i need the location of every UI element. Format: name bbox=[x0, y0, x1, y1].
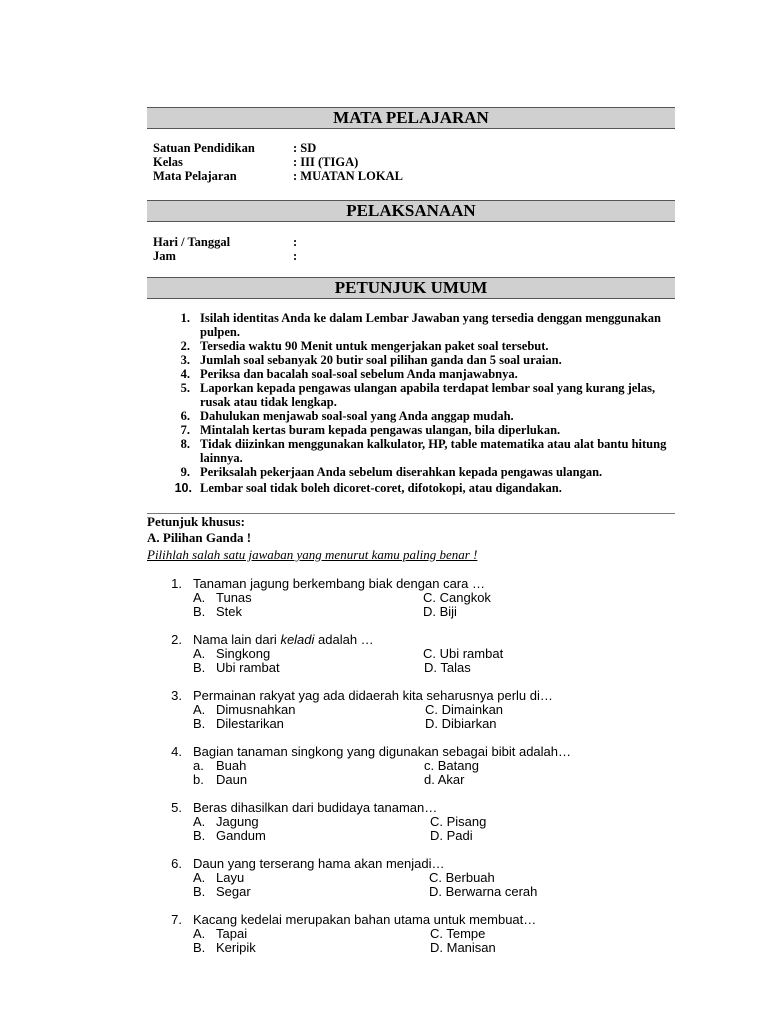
option-text: Gandum bbox=[216, 828, 266, 843]
item-number: 4. bbox=[180, 367, 190, 381]
question-number: 3. bbox=[171, 688, 182, 703]
question bbox=[168, 577, 628, 619]
question-number: 4. bbox=[171, 744, 182, 759]
option-text: Stek bbox=[216, 604, 243, 619]
section-instruction: Pilihlah salah satu jawaban yang menurut kamu paling benar ! bbox=[147, 547, 478, 562]
option-letter: A. bbox=[193, 870, 206, 885]
option-c: C. Pisang bbox=[430, 814, 487, 829]
option-letter: B. bbox=[193, 884, 206, 899]
question bbox=[168, 801, 628, 843]
option-b bbox=[193, 605, 242, 619]
option-letter: B. bbox=[193, 828, 206, 843]
option-text: Jagung bbox=[216, 814, 259, 829]
option-text: Tunas bbox=[216, 590, 252, 605]
option-d: d. Akar bbox=[424, 772, 465, 787]
option-c: C. Cangkok bbox=[423, 590, 491, 605]
option-c: C. Berbuah bbox=[429, 870, 495, 885]
option-text: Segar bbox=[216, 884, 251, 899]
question-number: 6. bbox=[171, 856, 182, 871]
info-label: Mata Pelajaran bbox=[153, 169, 237, 183]
special-instructions bbox=[147, 514, 477, 564]
info-row-time bbox=[153, 249, 297, 263]
question-stem bbox=[168, 745, 628, 759]
info-row-school bbox=[153, 141, 403, 155]
question-stem bbox=[168, 913, 628, 927]
option-text: Tapai bbox=[216, 926, 248, 941]
option-a bbox=[193, 647, 270, 661]
question-number: 7. bbox=[171, 912, 182, 927]
option-letter: A. bbox=[193, 814, 206, 829]
section-heading: A. Pilihan Ganda ! bbox=[147, 530, 252, 545]
question-text: Permainan rakyat yag ada didaerah kita seharusnya perlu di… bbox=[193, 688, 553, 703]
option-letter: b. bbox=[193, 772, 204, 787]
option-c: C. Dimainkan bbox=[425, 702, 504, 717]
list-item bbox=[172, 311, 672, 339]
question-stem bbox=[168, 801, 628, 815]
list-item bbox=[172, 481, 672, 495]
option-text: Daun bbox=[216, 772, 248, 787]
question bbox=[168, 689, 628, 731]
item-text: Jumlah soal sebanyak 20 butir soal pilihan ganda dan 5 soal uraian. bbox=[200, 353, 562, 367]
item-text: Lembar soal tidak boleh dicoret-coret, difotokopi, atau digandakan. bbox=[200, 481, 562, 495]
option-d: D. Manisan bbox=[430, 940, 496, 955]
option-letter: a. bbox=[193, 758, 204, 773]
item-number: 6. bbox=[180, 409, 190, 423]
item-number: 3. bbox=[180, 353, 190, 367]
question-options bbox=[168, 703, 628, 731]
item-text: Dahulukan menjawab soal-soal yang Anda anggap mudah. bbox=[200, 409, 514, 423]
option-d: D. Dibiarkan bbox=[425, 716, 497, 731]
question-options bbox=[168, 927, 628, 955]
option-letter: A. bbox=[193, 646, 206, 661]
question-text: adalah … bbox=[314, 632, 374, 647]
question-stem bbox=[168, 577, 628, 591]
info-row-class bbox=[153, 155, 403, 169]
subject-title-bar: MATA PELAJARAN bbox=[147, 107, 675, 129]
option-b bbox=[193, 661, 280, 675]
item-text: Isilah identitas Anda ke dalam Lembar Jawaban yang tersedia denggan menggunakan pulpen. bbox=[200, 311, 661, 339]
option-text: Keripik bbox=[216, 940, 256, 955]
option-text: Dilestarikan bbox=[216, 716, 284, 731]
item-number: 9. bbox=[180, 465, 190, 479]
item-number: 1. bbox=[180, 311, 190, 325]
option-text: Ubi rambat bbox=[216, 660, 280, 675]
option-b bbox=[193, 829, 266, 843]
execution-info bbox=[153, 235, 297, 263]
item-number: 8. bbox=[180, 437, 190, 451]
item-number: 2. bbox=[180, 339, 190, 353]
option-letter: B. bbox=[193, 716, 206, 731]
item-text: Mintalah kertas buram kepada pengawas ulangan, bila diperlukan. bbox=[200, 423, 561, 437]
question bbox=[168, 633, 628, 675]
info-label: Kelas bbox=[153, 155, 183, 169]
list-item bbox=[172, 367, 672, 381]
question bbox=[168, 913, 628, 955]
option-text: Buah bbox=[216, 758, 247, 773]
option-a bbox=[193, 759, 246, 773]
option-b bbox=[193, 941, 256, 955]
option-a bbox=[193, 927, 247, 941]
question-stem bbox=[168, 857, 628, 871]
item-text: Tidak diizinkan menggunakan kalkulator, HP, table matematika atau alat bantu hitung lainnya. bbox=[200, 437, 667, 465]
question-text: Kacang kedelai merupakan bahan utama untuk membuat… bbox=[193, 912, 537, 927]
option-letter: B. bbox=[193, 604, 206, 619]
info-label: Satuan Pendidikan bbox=[153, 141, 255, 155]
info-row-date bbox=[153, 235, 297, 249]
question-text: Daun yang terserang hama akan menjadi… bbox=[193, 856, 445, 871]
info-value: : bbox=[293, 249, 298, 263]
question-stem bbox=[168, 633, 628, 647]
general-instructions-title-bar: PETUNJUK UMUM bbox=[147, 277, 675, 299]
question-options bbox=[168, 591, 628, 619]
item-text: Tersedia waktu 90 Menit untuk mengerjakan paket soal tersebut. bbox=[200, 339, 549, 353]
option-text: Layu bbox=[216, 870, 245, 885]
option-letter: A. bbox=[193, 590, 206, 605]
info-value: : III (TIGA) bbox=[293, 155, 359, 169]
item-number: 7. bbox=[180, 423, 190, 437]
question-options bbox=[168, 871, 628, 899]
general-instructions-list bbox=[172, 311, 672, 495]
question bbox=[168, 857, 628, 899]
option-b bbox=[193, 773, 247, 787]
question bbox=[168, 745, 628, 787]
list-item bbox=[172, 423, 672, 437]
option-d: D. Berwarna cerah bbox=[429, 884, 538, 899]
info-row-subject bbox=[153, 169, 403, 183]
question-emphasis: keladi bbox=[280, 632, 315, 647]
info-value: : bbox=[293, 235, 298, 249]
question-text: Tanaman jagung berkembang biak dengan cara … bbox=[193, 576, 485, 591]
question-number: 1. bbox=[171, 576, 182, 591]
list-item bbox=[172, 381, 672, 409]
item-text: Periksa dan bacalah soal-soal sebelum Anda manjawabnya. bbox=[200, 367, 518, 381]
option-a bbox=[193, 815, 259, 829]
question-options bbox=[168, 815, 628, 843]
question-number: 2. bbox=[171, 632, 182, 647]
question-text: Nama lain dari bbox=[193, 632, 281, 647]
item-text: Laporkan kepada pengawas ulangan apabila terdapat lembar soal yang kurang jelas, rusak atau tidak lengkap. bbox=[200, 381, 656, 409]
question-options bbox=[168, 647, 628, 675]
info-label: Hari / Tanggal bbox=[153, 235, 231, 249]
option-c: c. Batang bbox=[424, 758, 479, 773]
option-a bbox=[193, 871, 244, 885]
item-number: 10. bbox=[174, 481, 192, 495]
option-text: Singkong bbox=[216, 646, 271, 661]
list-item bbox=[172, 339, 672, 353]
list-item bbox=[172, 465, 672, 479]
option-text: Dimusnahkan bbox=[216, 702, 296, 717]
option-c: C. Ubi rambat bbox=[423, 646, 504, 661]
option-c: C. Tempe bbox=[430, 926, 486, 941]
list-item bbox=[172, 437, 672, 465]
question-text: Beras dihasilkan dari budidaya tanaman… bbox=[193, 800, 438, 815]
question-options bbox=[168, 759, 628, 787]
info-value: : SD bbox=[293, 141, 317, 155]
option-b bbox=[193, 885, 251, 899]
item-text: Periksalah pekerjaan Anda sebelum diserahkan kepada pengawas ulangan. bbox=[200, 465, 603, 479]
option-letter: A. bbox=[193, 926, 206, 941]
question-stem bbox=[168, 689, 628, 703]
question-text: Bagian tanaman singkong yang digunakan sebagai bibit adalah… bbox=[193, 744, 572, 759]
option-letter: B. bbox=[193, 660, 206, 675]
option-letter: A. bbox=[193, 702, 206, 717]
execution-title-bar: PELAKSANAAN bbox=[147, 200, 675, 222]
info-label: Jam bbox=[153, 249, 176, 263]
option-letter: B. bbox=[193, 940, 206, 955]
question-number: 5. bbox=[171, 800, 182, 815]
option-a bbox=[193, 703, 296, 717]
option-a bbox=[193, 591, 252, 605]
option-b bbox=[193, 717, 284, 731]
list-item bbox=[172, 353, 672, 367]
option-d: D. Talas bbox=[424, 660, 471, 675]
option-d: D. Padi bbox=[430, 828, 473, 843]
list-item bbox=[172, 409, 672, 423]
subject-info bbox=[153, 141, 403, 183]
special-title: Petunjuk khusus: bbox=[147, 514, 245, 529]
option-d: D. Biji bbox=[423, 604, 457, 619]
info-value: : MUATAN LOKAL bbox=[293, 169, 403, 183]
item-number: 5. bbox=[180, 381, 190, 395]
